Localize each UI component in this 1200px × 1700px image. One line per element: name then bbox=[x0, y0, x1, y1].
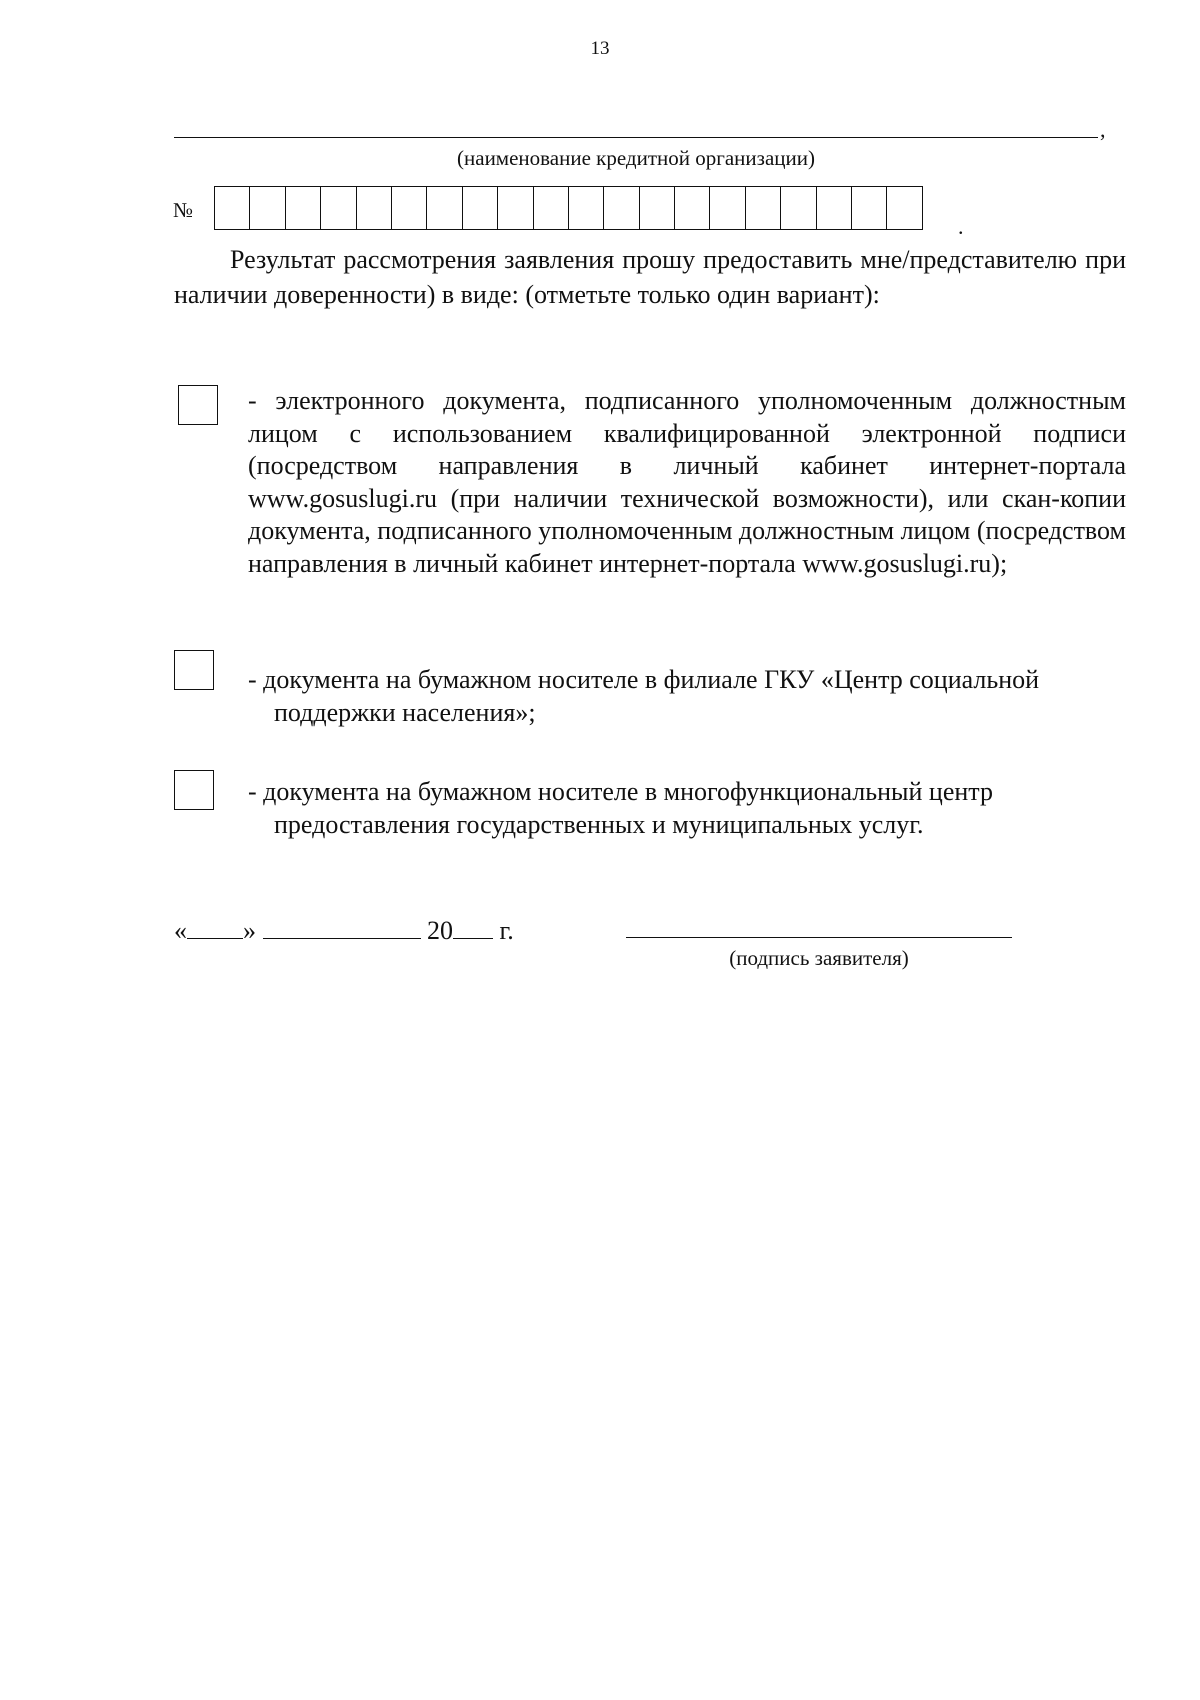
account-number-cell[interactable] bbox=[534, 186, 569, 230]
account-number-cell[interactable] bbox=[498, 186, 533, 230]
account-number-period: . bbox=[958, 214, 964, 239]
option-electronic-document-checkbox[interactable] bbox=[178, 385, 218, 425]
date-open-quote: « bbox=[174, 916, 187, 945]
account-number-cell[interactable] bbox=[817, 186, 852, 230]
account-number-cell[interactable] bbox=[746, 186, 781, 230]
signature-caption: (подпись заявителя) bbox=[729, 946, 909, 970]
account-number-cell[interactable] bbox=[392, 186, 427, 230]
date-year-suffix: г. bbox=[499, 916, 514, 945]
date-month-blank[interactable] bbox=[263, 912, 421, 939]
request-intro-paragraph: Результат рассмотрения заявления прошу предоставить мне/представителю при наличии доверенности) в виде: (отметьте только один вариант): bbox=[174, 245, 1126, 309]
account-number-cell[interactable] bbox=[250, 186, 285, 230]
date-day-blank[interactable] bbox=[187, 912, 243, 939]
account-number-cell[interactable] bbox=[357, 186, 392, 230]
account-number-cell[interactable] bbox=[569, 186, 604, 230]
signature-line[interactable] bbox=[626, 937, 1012, 938]
credit-organization-name-line[interactable] bbox=[174, 137, 1098, 138]
account-number-cell[interactable] bbox=[781, 186, 816, 230]
account-number-cell[interactable] bbox=[427, 186, 462, 230]
date-field bbox=[174, 912, 514, 946]
option-paper-mfc-checkbox[interactable] bbox=[174, 770, 214, 810]
option-paper-branch-checkbox[interactable] bbox=[174, 650, 214, 690]
account-number-cell[interactable] bbox=[286, 186, 321, 230]
account-number-cell[interactable] bbox=[463, 186, 498, 230]
account-number-cell[interactable] bbox=[321, 186, 356, 230]
account-number-cell[interactable] bbox=[887, 186, 922, 230]
account-number-cell[interactable] bbox=[852, 186, 887, 230]
org-line-comma: , bbox=[1100, 117, 1106, 142]
account-number-cell[interactable] bbox=[640, 186, 675, 230]
account-number-cell[interactable] bbox=[675, 186, 710, 230]
option-paper-mfc-text: - документа на бумажном носителе в многофункциональный центр предоставления государственных и муниципальных услуг. bbox=[248, 777, 993, 839]
date-century: 20 bbox=[427, 916, 453, 945]
page-number: 13 bbox=[590, 38, 610, 59]
account-number-grid[interactable] bbox=[214, 186, 923, 230]
account-number-cell[interactable] bbox=[604, 186, 639, 230]
date-close-quote: » bbox=[243, 916, 256, 945]
option-paper-branch-text: - документа на бумажном носителе в филиале ГКУ «Центр социальной поддержки населения»; bbox=[248, 665, 1040, 727]
date-year-blank[interactable] bbox=[453, 912, 493, 939]
account-number-label: № bbox=[173, 198, 194, 222]
account-number-cell[interactable] bbox=[215, 186, 250, 230]
option-electronic-document-text: - электронного документа, подписанного уполномоченным должностным лицом с использованием квалифицированной электронной подписи (посредством направления в личный кабинет интернет-портала www.gosuslugi.ru (при наличии технической возможности), или скан-копии документа, подписанного уполномоченным должностным лицом (посредством направления в личный кабинет интернет-портала www.gosuslugi.ru); bbox=[248, 386, 1126, 578]
credit-organization-caption: (наименование кредитной организации) bbox=[457, 146, 815, 170]
account-number-cell[interactable] bbox=[710, 186, 745, 230]
